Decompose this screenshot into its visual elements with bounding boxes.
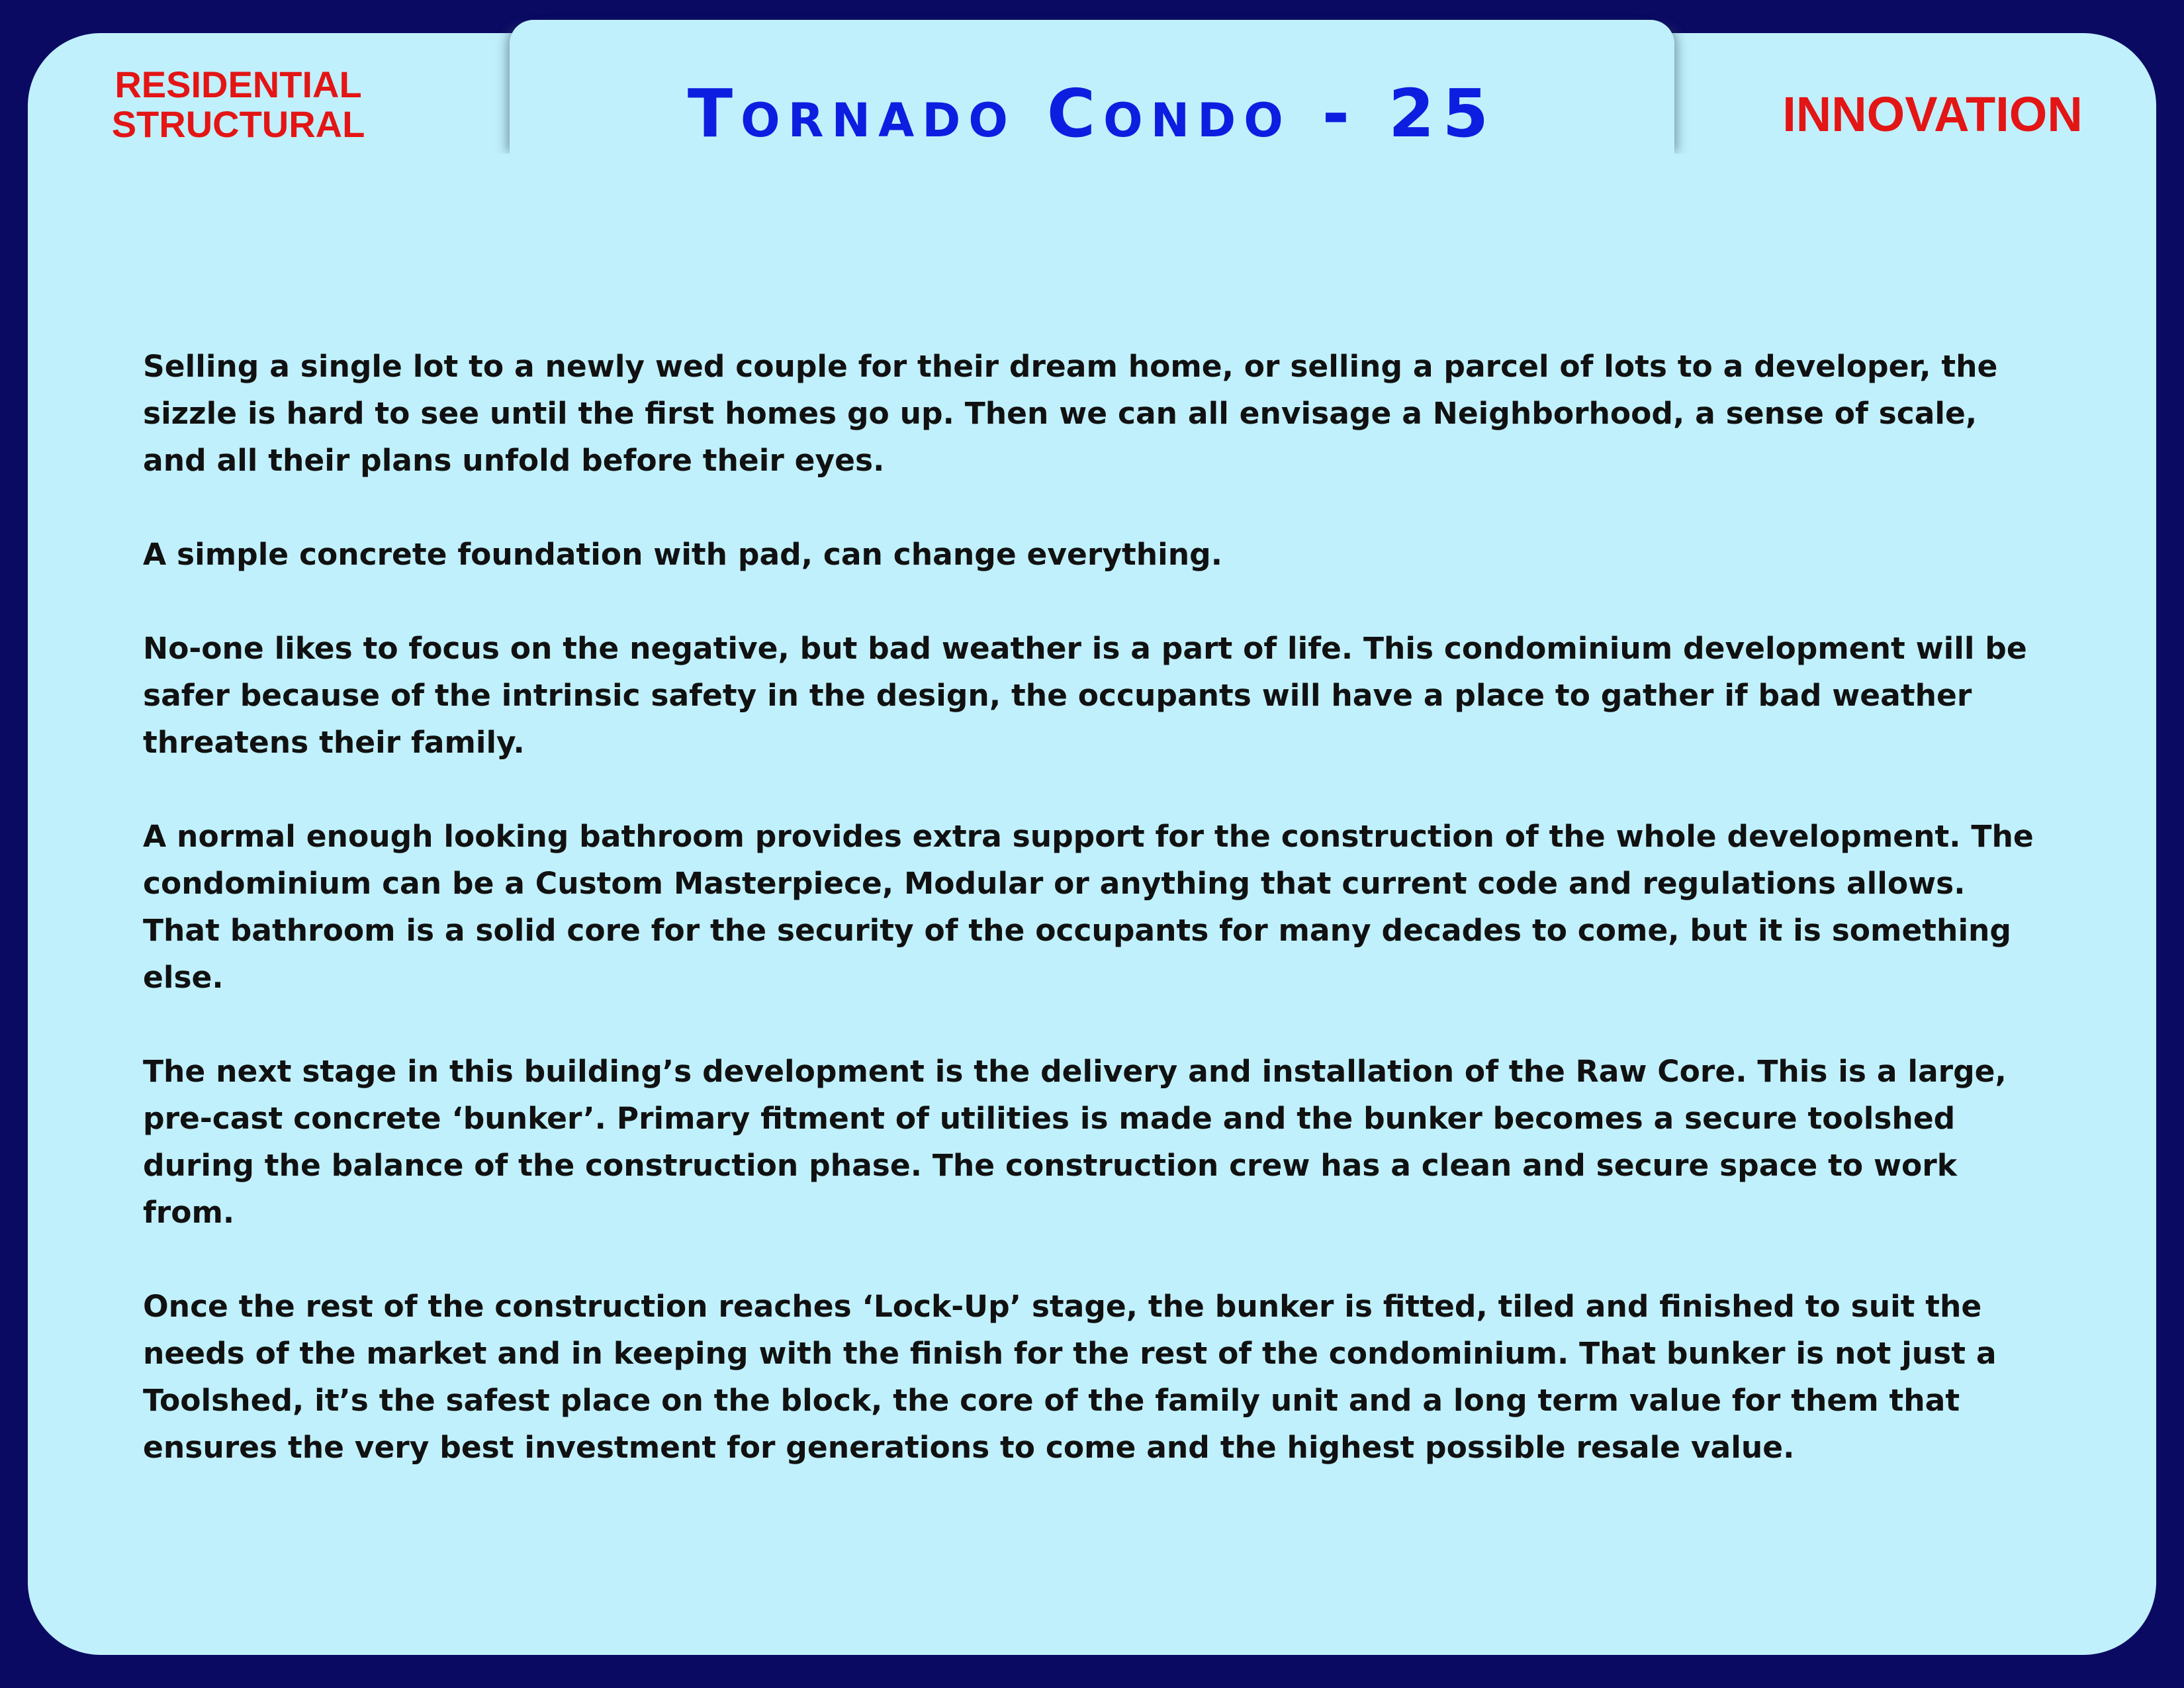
- category-label-line-1: RESIDENTIAL: [114, 64, 362, 105]
- body-text: [143, 343, 2049, 1518]
- paragraph-4: A normal enough looking bathroom provides extra support for the construction of the whole development. The condominium can be a Custom Masterpiece, Modular or anything that current code and regulations allows. That bathroom is a solid core for the security of the occupants for many decades to come, but it is something else.: [143, 819, 2034, 995]
- title-tab-base: [490, 154, 1694, 193]
- paragraph-6: Once the rest of the construction reaches ‘Lock-Up’ stage, the bunker is fitted, tiled and finished to suit the needs of the market and in keeping with the finish for the rest of the condominium. That bunker is not just a Toolshed, it’s the safest place on the block, the core of the family unit and a long term value for them that ensures the very best investment for generations to come and the highest possible resale value.: [143, 1289, 1997, 1465]
- page-title: Tornado Condo - 25: [687, 75, 1497, 152]
- category-label-right: INNOVATION: [1782, 87, 2083, 142]
- category-label-left: [99, 65, 377, 144]
- category-label-line-2: STRUCTURAL: [111, 103, 365, 145]
- paragraph-3: No-one likes to focus on the negative, but bad weather is a part of life. This condominium development will be safer because of the intrinsic safety in the design, the occupants will have a place to gather if bad weather threatens their family.: [143, 631, 2027, 760]
- paragraph-2: A simple concrete foundation with pad, can change everything.: [143, 537, 1222, 572]
- paragraph-1: Selling a single lot to a newly wed couple for their dream home, or selling a parcel of lots to a developer, the sizzle is hard to see until the first homes go up. Then we can all envisage a Neighborhood, a sense of scale, and all their plans unfold before their eyes.: [143, 349, 1998, 478]
- paragraph-5: The next stage in this building’s development is the delivery and installation of the Raw Core. This is a large, pre-cast concrete ‘bunker’. Primary fitment of utilities is made and the bunker becomes a secure toolshed during the balance of the construction phase. The construction crew has a clean and secure space to work from.: [143, 1054, 2007, 1230]
